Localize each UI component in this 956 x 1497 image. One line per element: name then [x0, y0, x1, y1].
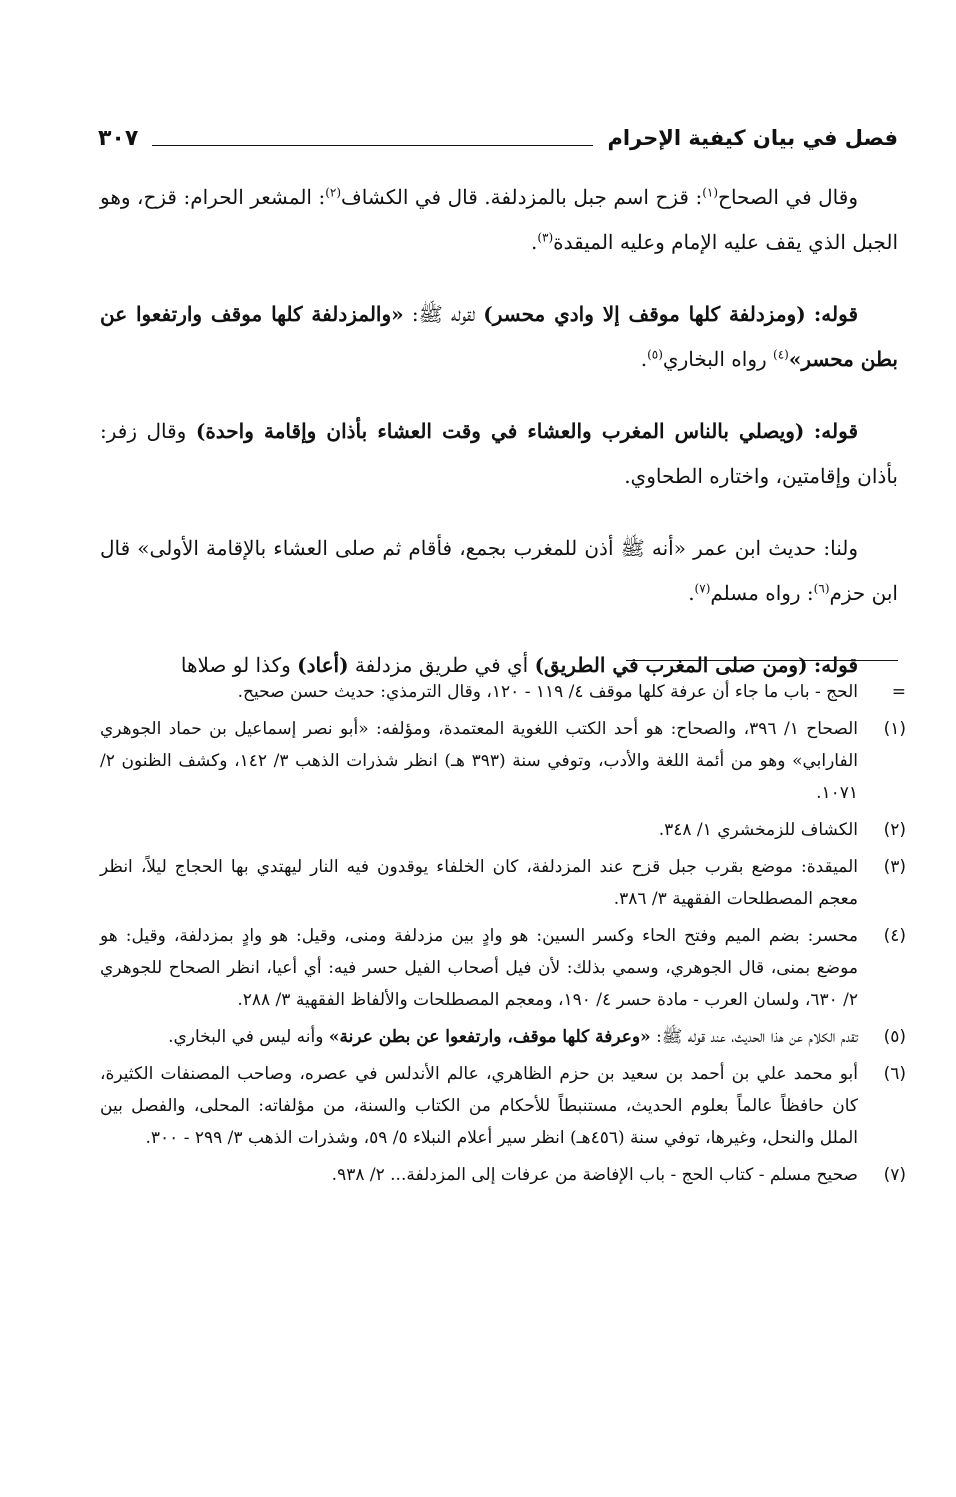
text: وكذا لو صلاها — [180, 653, 298, 677]
text: : قزح اسم جبل بالمزدلفة. قال في الكشاف — [341, 185, 703, 209]
footnote-marker: (١) — [883, 719, 906, 739]
hadith-quote: «والمزدلفة كلها موقف وارتفعوا عن بطن محسر» — [100, 302, 898, 371]
footnote-ref: (٧) — [694, 581, 711, 596]
qawluh-label: قوله: — [813, 653, 858, 677]
footnote-ref: (٦) — [813, 581, 830, 596]
footnote-3 — [100, 851, 906, 915]
footnote-marker: (٧) — [883, 1165, 906, 1185]
paragraph-ibn-umar — [100, 526, 898, 616]
footnote-ref: (٥) — [647, 347, 663, 362]
paragraph-jam — [100, 409, 898, 499]
footnote-text: أبو محمد علي بن أحمد بن سعيد بن حزم الظاهري، عالم الأندلس في عصره، وصاحب المصنفات الكثيرة، كان حافظاً عالماً بعلوم الحديث، مستنبطاً للأحكام من الكتاب والسنة، من مؤلفاته: المحلى، والفصل بين الملل والنحل، وغيرها، توفي سنة (٤٥٦هـ) انظر سير أعلام النبلاء ٥/ ٥٩، وشذرات الذهب ٣/ ٢٩٩ - ٣٠٠. — [100, 1064, 858, 1148]
text: لقوله ﷺ: — [403, 302, 484, 326]
main-text — [100, 175, 898, 715]
text: تقدم الكلام عن هذا الحديث، عند قوله ﷺ: — [650, 1027, 858, 1047]
footnote-5 — [100, 1021, 906, 1053]
footnote-marker: (٢) — [883, 820, 906, 840]
footnote-separator — [626, 660, 898, 661]
footnote-marker: = — [891, 682, 906, 702]
page-number: ٣٠٧ — [98, 125, 139, 151]
footnote-marker: (٣) — [883, 857, 906, 877]
footnote-marker: (٤) — [883, 926, 906, 946]
text: : المشعر الحرام: قزح، وهو الجبل الذي يقف عليه الإمام وعليه الميقدة — [100, 185, 898, 254]
matn-quote: (ويصلي بالناس المغرب والعشاء في وقت العشاء بأذان وإقامة واحدة) — [195, 419, 805, 443]
footnote-text: الصحاح ١/ ٣٩٦، والصحاح: هو أحد الكتب اللغوية المعتمدة، ومؤلفه: «أبو نصر إسماعيل بن حماد الجوهري الفارابي» وهو من أئمة اللغة والأدب، وتوفي سنة (٣٩٣ هـ) انظر شذرات الذهب ٣/ ١٤٢، وكشف الظنون ٢/ ١٠٧١. — [100, 719, 858, 803]
text: وقال زفر: بأذان وإقامتين، واختاره الطحاوي. — [100, 419, 898, 488]
text: وقال في الصحاح — [718, 185, 858, 209]
footnote-text: الكشاف للزمخشري ١/ ٣٤٨. — [658, 820, 858, 840]
footnote-4 — [100, 920, 906, 1016]
matn-quote: (أعاد) — [297, 653, 349, 677]
footnote-marker: (٥) — [883, 1027, 906, 1047]
running-title: فصل في بيان كيفية الإحرام — [607, 126, 898, 150]
text: . — [640, 347, 648, 371]
header-rule — [152, 145, 593, 146]
footnote-ref: (٣) — [537, 230, 554, 245]
text: وأنه ليس في البخاري. — [168, 1027, 329, 1047]
page-header — [98, 118, 898, 158]
qawluh-label: قوله: — [813, 419, 858, 443]
footnote-6 — [100, 1058, 906, 1154]
footnote-text — [100, 1021, 858, 1053]
footnote-text: الحج - باب ما جاء أن عرفة كلها موقف ٤/ ١١٩ - ١٢٠، وقال الترمذي: حديث حسن صحيح. — [237, 682, 858, 702]
matn-quote: (ومزدلفة كلها موقف إلا وادي محسر) — [483, 302, 806, 326]
qawluh-label: قوله: — [813, 302, 858, 326]
text: ولنا: حديث ابن عمر «أنه ﷺ أذن للمغرب بجمع، فأقام ثم صلى العشاء بالإقامة الأولى» قال ابن حزم — [100, 536, 898, 605]
footnote-marker: (٦) — [883, 1064, 906, 1084]
footnote-ref: (٤) — [773, 347, 789, 362]
footnote-2 — [100, 814, 906, 846]
paragraph-sihah — [100, 175, 898, 265]
paragraph-muzdalifa — [100, 292, 898, 382]
footnote-ref: (١) — [702, 185, 719, 200]
text: . — [530, 230, 538, 254]
footnote-7 — [100, 1159, 906, 1191]
text: : رواه مسلم — [710, 581, 814, 605]
text: أي في طريق مزدلفة — [348, 653, 535, 677]
footnote-text: الميقدة: موضع بقرب جبل قزح عند المزدلفة، كان الخلفاء يوقدون فيه النار ليهتدي بها الحجاج ليلاً، انظر معجم المصطلحات الفقهية ٣/ ٣٨٦. — [100, 857, 858, 909]
footnote-text: محسر: بضم الميم وفتح الحاء وكسر السين: هو وادٍ بين مزدلفة ومنى، وقيل: هو وادٍ بمزدلفة، وقيل: هو موضع بمنى، قال الجوهري، وسمي بذلك: لأن فيل أصحاب الفيل حسر فيه: أي أعيا، انظر الصحاح للجوهري ٢/ ٦٣٠، ولسان العرب - مادة حسر ٤/ ١٩٠، ومعجم المصطلحات والألفاظ الفقهية ٣/ ٢٨٨. — [100, 926, 858, 1010]
text: رواه البخاري — [662, 347, 773, 371]
footnote-1 — [100, 713, 906, 809]
footnote-ref: (٢) — [325, 185, 342, 200]
matn-quote: (ومن صلى المغرب في الطريق) — [534, 653, 808, 677]
hadith-quote: «وعرفة كلها موقف، وارتفعوا عن بطن عرنة» — [328, 1027, 651, 1047]
footnote-continuation — [100, 676, 906, 708]
footnotes — [100, 676, 906, 1196]
text: . — [688, 581, 695, 605]
footnote-text: صحيح مسلم - كتاب الحج - باب الإفاضة من عرفات إلى المزدلفة... ٢/ ٩٣٨. — [331, 1165, 858, 1185]
